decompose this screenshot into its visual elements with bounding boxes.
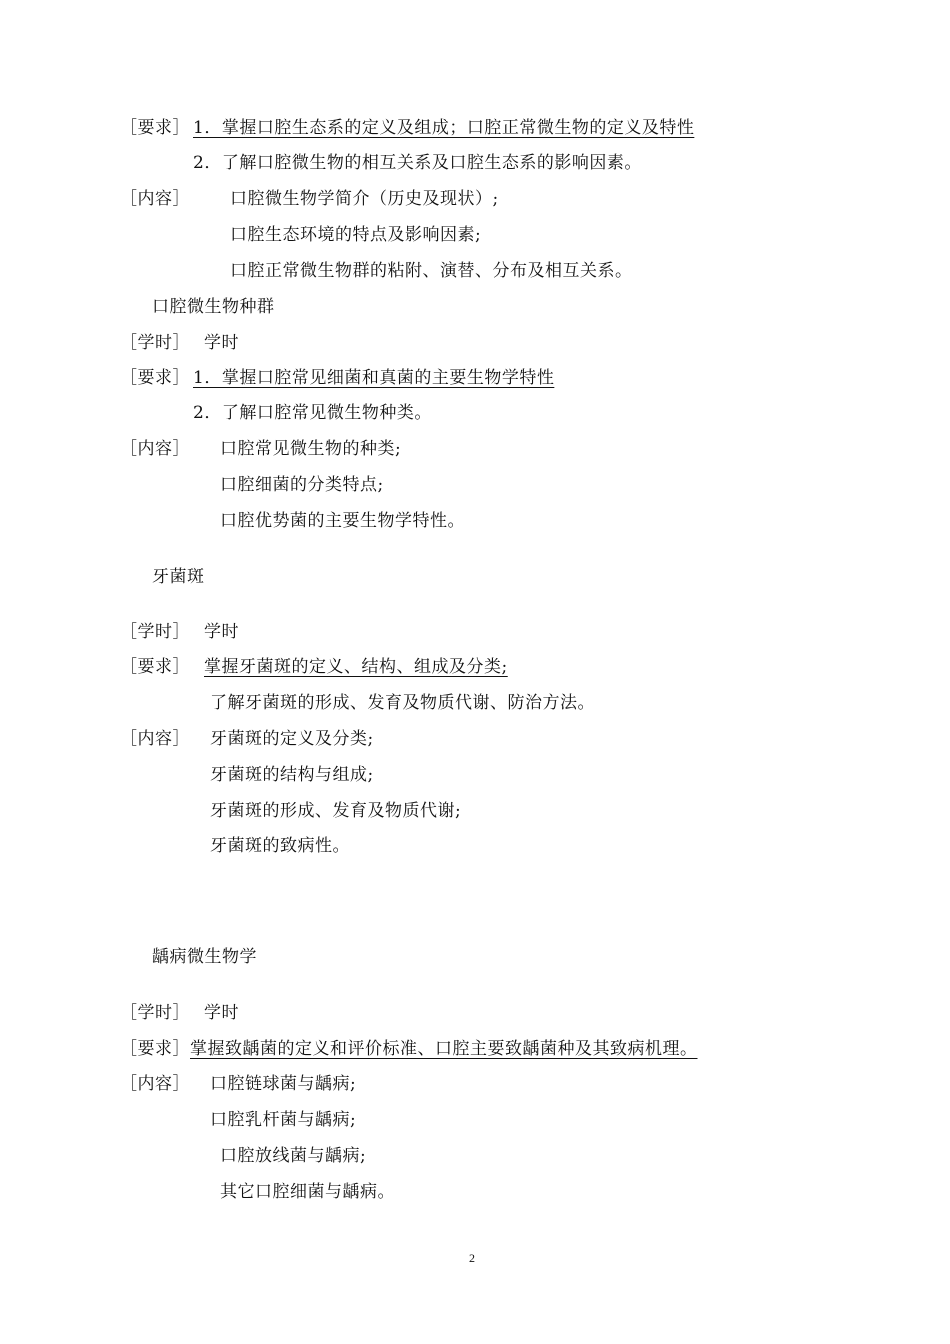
content-item: 牙菌斑的致病性。 [210,836,350,856]
requirement-item-2: 了解牙菌斑的形成、发育及物质代谢、防治方法。 [210,693,595,713]
content-item: 牙菌斑的定义及分类; [210,729,374,749]
requirement-label: ［要求］ [120,657,190,677]
content-item: 口腔微生物学简介（历史及现状）; [230,189,499,209]
content-item: 口腔链球菌与龋病; [210,1074,357,1094]
content-label: ［内容］ [120,189,190,209]
content-item: 牙菌斑的形成、发育及物质代谢; [210,801,462,821]
hours-value: 学时 [204,1003,239,1023]
requirement-label: ［要求］ [120,368,190,388]
content-item: 牙菌斑的结构与组成; [210,765,374,785]
content-item: 口腔常见微生物的种类; [220,439,402,459]
hours-label: ［学时］ [120,1003,190,1023]
page-number: 2 [469,1251,475,1265]
content-item: 口腔放线菌与龋病; [220,1146,367,1166]
content-item: 口腔生态环境的特点及影响因素; [230,225,482,245]
content-item: 口腔正常微生物群的粘附、演替、分布及相互关系。 [230,261,633,281]
content-item: 口腔乳杆菌与龋病; [210,1110,357,1130]
section-title: 龋病微生物学 [152,947,257,967]
requirement-item-1: 掌握致龋菌的定义和评价标准、口腔主要致龋菌种及其致病机理。 [190,1039,698,1059]
section-title: 牙菌斑 [152,567,205,587]
requirement-label: ［要求］ [120,1039,190,1059]
requirement-item-1: 1．掌握口腔生态系的定义及组成；口腔正常微生物的定义及特性 [193,118,695,138]
content-label: ［内容］ [120,1074,190,1094]
content-label: ［内容］ [120,729,190,749]
content-item: 其它口腔细菌与龋病。 [220,1182,395,1202]
content-item: 口腔优势菌的主要生物学特性。 [220,511,465,531]
section-title: 口腔微生物种群 [152,297,275,317]
content-item: 口腔细菌的分类特点; [220,475,384,495]
hours-label: ［学时］ [120,622,190,642]
requirement-item-1: 1．掌握口腔常见细菌和真菌的主要生物学特性 [193,368,555,388]
requirement-item-1: 掌握牙菌斑的定义、结构、组成及分类; [204,657,508,677]
requirement-item-2: 2．了解口腔微生物的相互关系及口腔生态系的影响因素。 [193,153,642,173]
requirement-label: ［要求］ [120,118,190,138]
hours-value: 学时 [204,333,239,353]
content-label: ［内容］ [120,439,190,459]
requirement-item-2: 2．了解口腔常见微生物种类。 [193,403,432,423]
hours-label: ［学时］ [120,333,190,353]
hours-value: 学时 [204,622,239,642]
